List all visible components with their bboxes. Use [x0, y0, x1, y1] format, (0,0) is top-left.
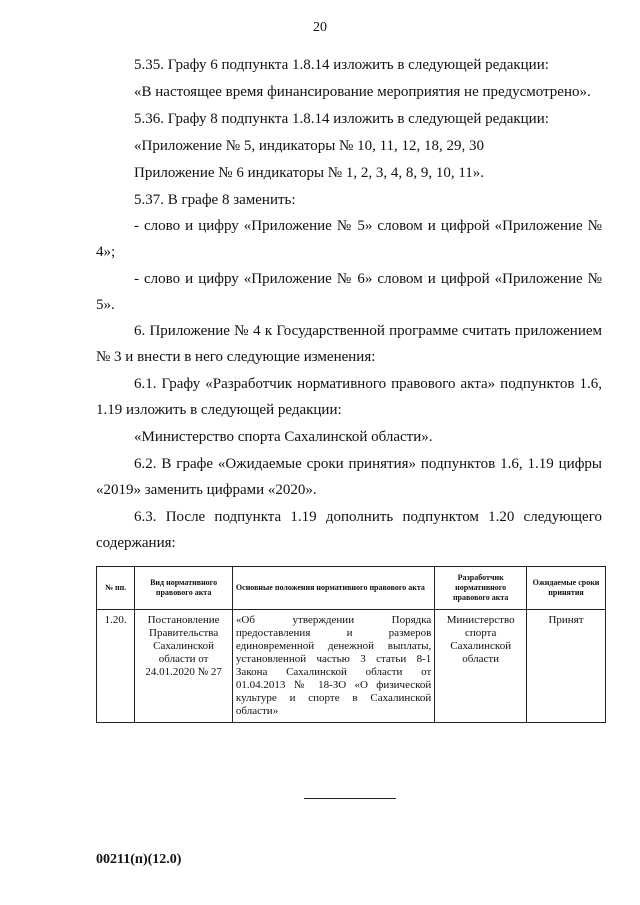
cell-number: 1.20. [97, 610, 135, 723]
paragraph-5-35-text: «В настоящее время финансирование мероприятия не предусмотрено». [134, 84, 591, 100]
header-developer: Разработчик нормативного правового акта [435, 567, 527, 610]
legal-acts-table [96, 566, 606, 723]
paragraph-6-1: 6.1. Графу «Разработчик нормативного правового акта» подпунктов 1.6, 1.19 изложить в следующей редакции: [96, 376, 602, 418]
cell-provisions: «Об утверждении Порядка предоставления и размеров единовременной денежной выплаты, установленной частью 3 статьи 8-1 Закона Сахалинской области от 01.04.2013 № 18-ЗО «О физической культуре и спорте в Сахалинской области» [232, 610, 434, 723]
paragraph-5-37: 5.37. В графе 8 заменить: [134, 192, 296, 208]
cell-term: Принят [527, 610, 606, 723]
header-term: Ожидаемые сроки принятия [527, 567, 606, 610]
cell-developer: Министерство спорта Сахалинской области [435, 610, 527, 723]
separator-line [304, 798, 396, 799]
paragraph-6-1-text: «Министерство спорта Сахалинской области». [134, 429, 433, 445]
paragraph-5-36-line2: Приложение № 6 индикаторы № 1, 2, 3, 4, 8, 9, 10, 11». [134, 165, 485, 181]
cell-act-kind: Постановление Правительства Сахалинской области от 24.01.2020 № 27 [135, 610, 233, 723]
table-row [97, 610, 606, 723]
header-act-kind: Вид нормативного правового акта [135, 567, 233, 610]
paragraph-5-36: 5.36. Графу 8 подпункта 1.8.14 изложить в следующей редакции: [134, 111, 549, 127]
header-provisions: Основные положения нормативного правового акта [232, 567, 434, 610]
paragraph-6-3: 6.3. После подпункта 1.19 дополнить подпунктом 1.20 следующего содержания: [96, 509, 602, 551]
page-number: 20 [313, 20, 327, 35]
paragraph-5-37-a: - слово и цифру «Приложение № 5» словом и цифрой «Приложение № 4»; [96, 218, 602, 260]
paragraph-5-36-line1: «Приложение № 5, индикаторы № 10, 11, 12, 18, 29, 30 [134, 138, 485, 154]
paragraph-5-35: 5.35. Графу 6 подпункта 1.8.14 изложить в следующей редакции: [134, 57, 549, 73]
table-header-row [97, 567, 606, 610]
header-number: № пп. [97, 567, 135, 610]
document-code: 00211(п)(12.0) [96, 852, 182, 867]
paragraph-6: 6. Приложение № 4 к Государственной программе считать приложением № 3 и внести в него следующие изменения: [96, 323, 602, 365]
paragraph-6-2: 6.2. В графе «Ожидаемые сроки принятия» подпунктов 1.6, 1.19 цифры «2019» заменить цифрами «2020». [96, 456, 602, 498]
paragraph-5-37-b: - слово и цифру «Приложение № 6» словом и цифрой «Приложение № 5». [96, 271, 602, 313]
